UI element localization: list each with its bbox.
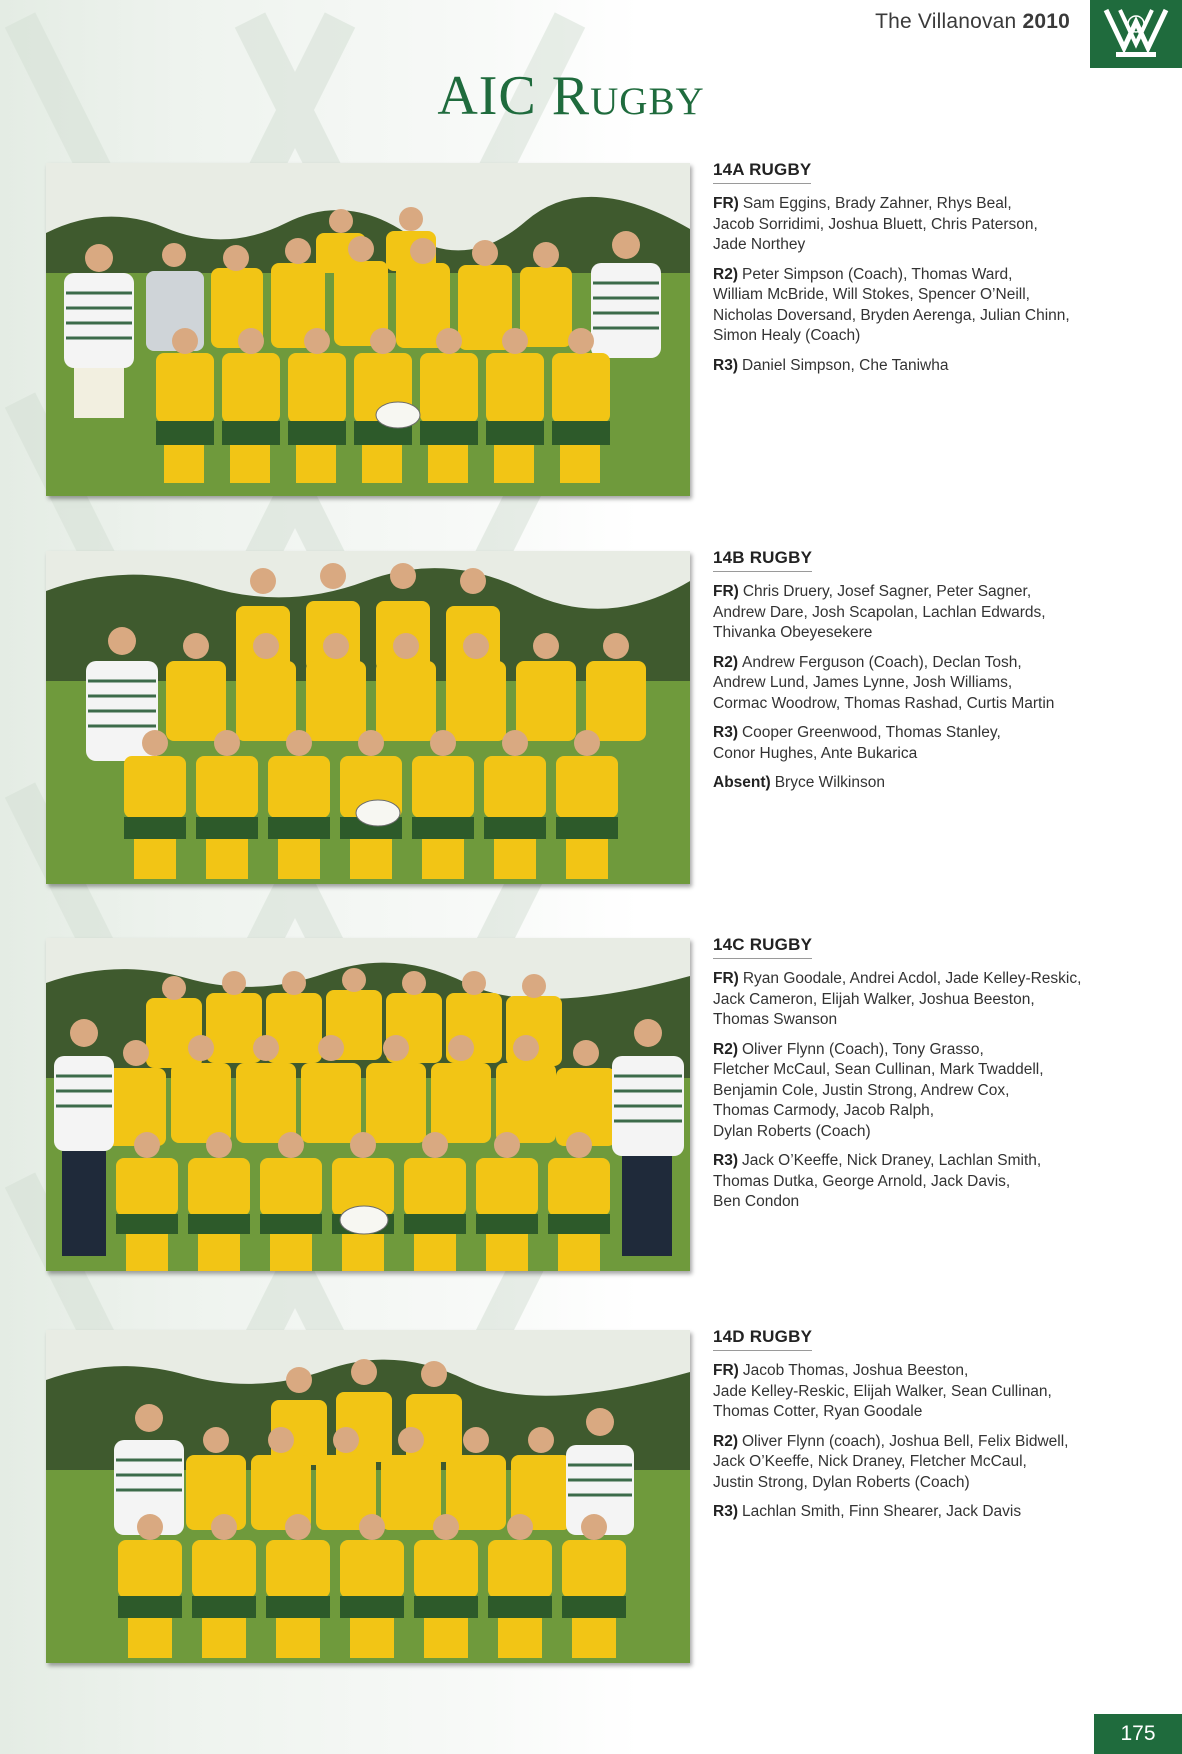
row-names: Lachlan Smith, Finn Shearer, Jack Davis xyxy=(741,1503,1022,1520)
roster-row xyxy=(713,1361,1113,1423)
page-number: 175 xyxy=(1094,1714,1182,1754)
row-label: R2) xyxy=(713,265,738,283)
row-names: Oliver Flynn (coach), Joshua Bell, Felix Bidwell, Jack O’Keeffe, Nick Draney, Fletcher McCaul, Justin Strong, Dylan Roberts (Coach) xyxy=(713,1432,1069,1491)
publication-year: 2010 xyxy=(1022,10,1070,33)
row-label: FR) xyxy=(713,583,739,600)
row-names: Jack O’Keeffe, Nick Draney, Lachlan Smith, Thomas Dutka, George Arnold, Jack Davis, Ben Condon xyxy=(713,1152,1042,1210)
team-photo-14a xyxy=(46,163,690,496)
row-label: R2) xyxy=(713,653,738,671)
row-label: R2) xyxy=(713,1432,738,1450)
team-photo-14c xyxy=(46,938,690,1271)
team-section-14a xyxy=(713,160,1113,385)
publication-header xyxy=(875,10,1070,34)
school-logo xyxy=(1090,0,1182,68)
roster-row xyxy=(713,1040,1113,1143)
row-names: Peter Simpson (Coach), Thomas Ward, William McBride, Will Stokes, Spencer O’Neill, Nicholas Doversand, Bryden Aerenga, Julian Chinn, Simon Healy (Coach) xyxy=(713,265,1070,344)
roster-row xyxy=(713,773,1113,794)
page-title: AIC Rugby xyxy=(437,65,705,127)
team-section-14c xyxy=(713,935,1113,1222)
row-names: Andrew Ferguson (Coach), Declan Tosh, Andrew Lund, James Lynne, Josh Williams, Cormac Woodrow, Thomas Rashad, Curtis Martin xyxy=(713,653,1055,712)
team-section-14d xyxy=(713,1327,1113,1532)
row-label: FR) xyxy=(713,1362,739,1379)
team-title: 14A RUGBY xyxy=(713,160,811,184)
row-names: Cooper Greenwood, Thomas Stanley, Conor Hughes, Ante Bukarica xyxy=(713,724,1001,762)
roster-row xyxy=(713,1502,1113,1523)
team-photo-14d xyxy=(46,1330,690,1663)
roster-row xyxy=(713,1432,1113,1494)
team-title: 14B RUGBY xyxy=(713,548,812,572)
team-photo-14b xyxy=(46,551,690,884)
row-label: FR) xyxy=(713,195,739,212)
roster-row xyxy=(713,1151,1113,1213)
row-label: R3) xyxy=(713,1152,738,1169)
row-label: FR) xyxy=(713,970,739,987)
row-label: R2) xyxy=(713,1040,738,1058)
row-label: R3) xyxy=(713,724,738,741)
roster-row xyxy=(713,582,1113,644)
roster-row xyxy=(713,265,1113,347)
team-title: 14C RUGBY xyxy=(713,935,812,959)
row-names: Bryce Wilkinson xyxy=(774,774,885,791)
roster-row xyxy=(713,723,1113,764)
row-names: Daniel Simpson, Che Taniwha xyxy=(741,356,949,374)
roster-row xyxy=(713,356,1113,377)
roster-row xyxy=(713,969,1113,1031)
row-names: Ryan Goodale, Andrei Acdol, Jade Kelley-Reskic, Jack Cameron, Elijah Walker, Joshua Beeston, Thomas Swanson xyxy=(713,970,1082,1028)
row-names: Jacob Thomas, Joshua Beeston, Jade Kelley-Reskic, Elijah Walker, Sean Cullinan, Thomas Cotter, Ryan Goodale xyxy=(713,1362,1052,1420)
row-names: Chris Druery, Josef Sagner, Peter Sagner, Andrew Dare, Josh Scapolan, Lachlan Edwards, Thivanka Obeyesekere xyxy=(713,583,1046,641)
publication-name: The Villanovan xyxy=(875,10,1017,33)
roster-row xyxy=(713,653,1113,715)
row-names: Oliver Flynn (Coach), Tony Grasso, Fletcher McCaul, Sean Cullinan, Mark Twaddell, Benjamin Cole, Justin Strong, Andrew Cox, Thomas Carmody, Jacob Ralph, Dylan Roberts (Coach) xyxy=(713,1040,1044,1140)
school-crest-icon xyxy=(1090,0,1182,68)
team-title: 14D RUGBY xyxy=(713,1327,812,1351)
row-names: Sam Eggins, Brady Zahner, Rhys Beal, Jacob Sorridimi, Joshua Bluett, Chris Paterson, Jade Northey xyxy=(713,195,1038,253)
row-label: R3) xyxy=(713,356,738,374)
team-section-14b xyxy=(713,548,1113,803)
row-label: R3) xyxy=(713,1503,738,1520)
row-label: Absent) xyxy=(713,774,771,791)
roster-row xyxy=(713,194,1113,256)
